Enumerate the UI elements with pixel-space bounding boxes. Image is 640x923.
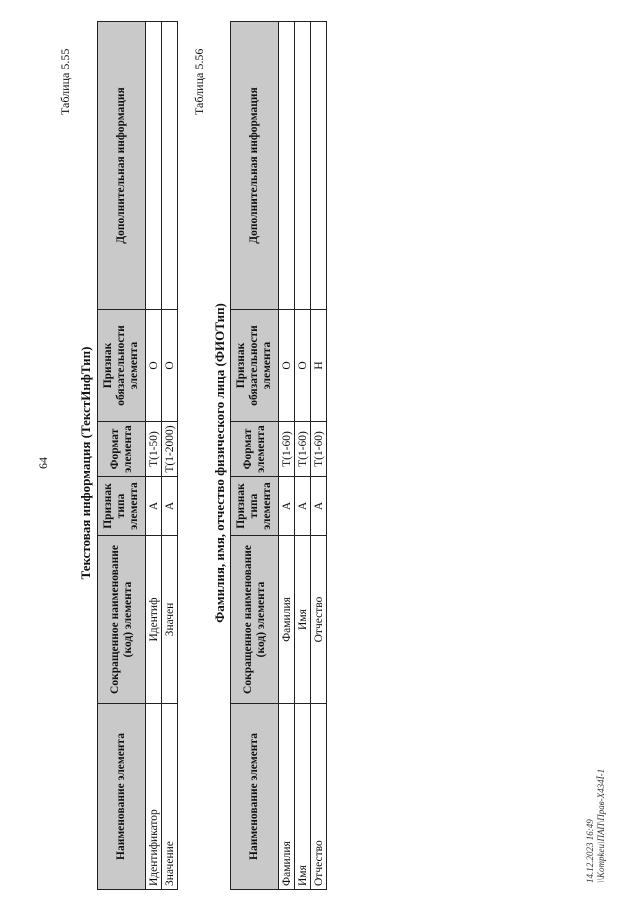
table-row	[146, 22, 162, 890]
table-cell: А	[311, 477, 327, 536]
stamp-date: 14.12.2023 16:49	[585, 819, 595, 883]
file-stamp	[585, 769, 607, 883]
table-cell: Идентификатор	[146, 704, 162, 890]
table-row	[295, 22, 311, 890]
table-row	[162, 22, 178, 890]
column-header: Сокращенное наименование (код) элемента	[231, 536, 279, 704]
stamp-path: \\Kompkeu\ПАП\Прав-X434Ī-1	[596, 768, 606, 883]
table-cell: О	[279, 310, 295, 422]
table-cell: Фамилия	[279, 536, 295, 704]
table-cell: T(1-50)	[146, 422, 162, 477]
table-cell: Н	[311, 310, 327, 422]
column-header: Дополнительная информация	[98, 22, 146, 310]
table-cell: Значен	[162, 536, 178, 704]
table-cell: О	[162, 310, 178, 422]
table-cell: Имя	[295, 536, 311, 704]
table-cell: О	[146, 310, 162, 422]
table-cell	[279, 22, 295, 310]
table-label: Таблица 5.56	[192, 48, 206, 115]
table-cell: Значение	[162, 704, 178, 890]
table-title: Фамилия, имя, отчество физического лица (ФИОТип)	[212, 303, 227, 623]
table-cell: Отчество	[311, 704, 327, 890]
table-cell: А	[162, 477, 178, 536]
page-number: 64	[36, 457, 50, 469]
table-cell	[311, 22, 327, 310]
table-cell: Имя	[295, 704, 311, 890]
table-cell	[295, 22, 311, 310]
column-header: Формат элемента	[98, 422, 146, 477]
table-cell: А	[295, 477, 311, 536]
table-cell	[162, 22, 178, 310]
column-header: Признак обязательности элемента	[98, 310, 146, 422]
column-header: Сокращенное наименование (код) элемента	[98, 536, 146, 704]
table-cell: А	[146, 477, 162, 536]
table-cell: T(1-60)	[311, 422, 327, 477]
data-table	[97, 21, 178, 890]
data-table	[230, 21, 327, 890]
column-header: Признак типа элемента	[231, 477, 279, 536]
table-cell: Фамилия	[279, 704, 295, 890]
table-title: Текстовая информация (ТекстИнфТип)	[78, 346, 93, 580]
table-row	[279, 22, 295, 890]
table-cell: T(1-60)	[279, 422, 295, 477]
table-cell	[146, 22, 162, 310]
table-cell: О	[295, 310, 311, 422]
column-header: Наименование элемента	[231, 704, 279, 890]
table-cell: T(1-60)	[295, 422, 311, 477]
column-header: Формат элемента	[231, 422, 279, 477]
table-cell: Отчество	[311, 536, 327, 704]
column-header: Наименование элемента	[98, 704, 146, 890]
column-header: Дополнительная информация	[231, 22, 279, 310]
table-label: Таблица 5.55	[58, 48, 72, 115]
column-header: Признак обязательности элемента	[231, 310, 279, 422]
table-row	[311, 22, 327, 890]
table-cell: T(1-2000)	[162, 422, 178, 477]
table-cell: Идентиф	[146, 536, 162, 704]
column-header: Признак типа элемента	[98, 477, 146, 536]
table-cell: А	[279, 477, 295, 536]
